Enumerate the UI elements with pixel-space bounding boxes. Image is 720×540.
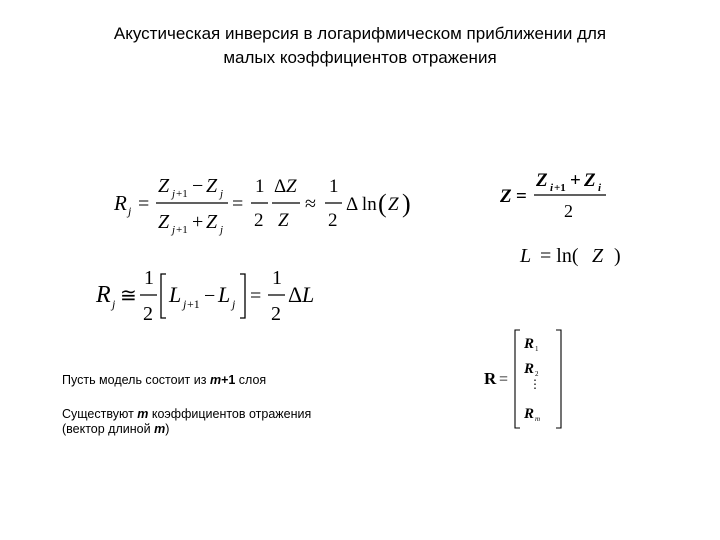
svg-text:i: i: [598, 182, 602, 194]
svg-text:Z: Z: [206, 175, 218, 197]
text-line1-prefix: Пусть модель состоит из: [62, 373, 210, 387]
title-line-1: Акустическая инверсия в логарифмическом приближении для: [113, 24, 607, 43]
svg-text:Z: Z: [278, 210, 289, 231]
slide-title: [40, 22, 680, 70]
svg-text:≈: ≈: [305, 193, 316, 215]
text-line2-suffix: коэффициентов отражения: [148, 407, 312, 421]
svg-text:R: R: [484, 369, 497, 388]
text-line3-prefix: (вектор длиной: [62, 422, 155, 436]
svg-text:i: i: [550, 182, 554, 194]
svg-text:j: j: [232, 297, 236, 311]
svg-text:j: j: [172, 224, 176, 236]
svg-text:1: 1: [272, 267, 282, 289]
svg-text:): ): [402, 189, 411, 218]
svg-text:R: R: [114, 191, 127, 215]
svg-text:2: 2: [254, 210, 264, 231]
svg-text:Z: Z: [158, 175, 170, 197]
svg-text:1: 1: [144, 267, 154, 289]
svg-text:2: 2: [271, 303, 281, 325]
svg-text:m: m: [535, 415, 541, 423]
svg-text:2: 2: [328, 210, 338, 231]
svg-text:+: +: [570, 170, 581, 191]
reflection-vector-formula: [482, 326, 568, 432]
svg-text:Z: Z: [536, 170, 548, 191]
text-line2-var: m: [137, 407, 149, 421]
svg-text:Δ ln: Δ ln: [346, 194, 377, 215]
model-layers-text: [62, 373, 266, 388]
svg-text:j: j: [128, 204, 132, 218]
svg-text:= ln(: = ln(: [540, 245, 579, 267]
svg-text:Z: Z: [584, 170, 596, 191]
svg-text:1: 1: [329, 176, 339, 197]
svg-text:R: R: [524, 406, 535, 422]
reflection-count-text: [62, 407, 311, 422]
svg-text:=: =: [499, 371, 509, 388]
svg-text:2: 2: [535, 370, 539, 378]
svg-text:≅: ≅: [120, 285, 137, 307]
svg-text:Δ: Δ: [288, 282, 303, 307]
svg-text:2: 2: [143, 303, 153, 325]
vector-length-text: [62, 422, 169, 437]
svg-text:L: L: [218, 282, 231, 307]
mean-impedance-formula: [498, 168, 626, 230]
text-line3-suffix: ): [165, 422, 170, 436]
svg-text:−: −: [192, 175, 204, 197]
svg-text:j: j: [220, 224, 224, 236]
svg-text:Z: Z: [592, 245, 604, 267]
svg-text:Z: Z: [158, 211, 170, 233]
svg-text:j: j: [220, 188, 224, 200]
svg-text:R: R: [524, 361, 535, 377]
svg-text:L: L: [520, 245, 532, 267]
svg-text:=: =: [250, 285, 262, 307]
svg-text:(: (: [378, 189, 387, 218]
log-approximation-formula: [94, 262, 324, 332]
text-line1-var: m: [209, 373, 222, 387]
text-line3-var: m: [154, 422, 166, 436]
svg-text:+1: +1: [176, 224, 188, 236]
svg-text:+: +: [192, 211, 204, 233]
svg-text:⋮: ⋮: [529, 377, 541, 391]
svg-text:R: R: [96, 282, 111, 308]
svg-text:Δ: Δ: [274, 176, 287, 197]
svg-text:j: j: [112, 297, 116, 311]
svg-text:+1: +1: [176, 188, 188, 200]
svg-text:L: L: [169, 282, 182, 307]
svg-text:j: j: [183, 297, 187, 311]
svg-text:L: L: [302, 282, 315, 307]
svg-text:j: j: [172, 188, 176, 200]
svg-text:Z: Z: [206, 211, 218, 233]
svg-text:+1: +1: [554, 182, 566, 194]
svg-text:−: −: [204, 285, 216, 307]
svg-text:Z: Z: [500, 186, 512, 207]
svg-text:1: 1: [255, 176, 265, 197]
svg-text:=: =: [516, 186, 527, 207]
svg-text:1: 1: [535, 345, 539, 353]
text-line1-suffix: слоя: [235, 373, 267, 387]
svg-text:): ): [614, 245, 621, 267]
reflection-coefficient-formula: [112, 168, 412, 238]
svg-text:+1: +1: [187, 297, 200, 311]
title-line-2: малых коэффициентов отражения: [223, 48, 497, 67]
svg-text:2: 2: [564, 201, 573, 221]
svg-text:Z: Z: [388, 194, 399, 215]
log-impedance-formula: [518, 240, 628, 272]
svg-text:=: =: [232, 193, 244, 215]
svg-text:=: =: [138, 193, 150, 215]
svg-text:R: R: [524, 336, 535, 352]
text-line2-prefix: Существуют: [62, 407, 138, 421]
svg-text:Z: Z: [286, 176, 297, 197]
text-line1-plus: +1: [221, 373, 236, 387]
